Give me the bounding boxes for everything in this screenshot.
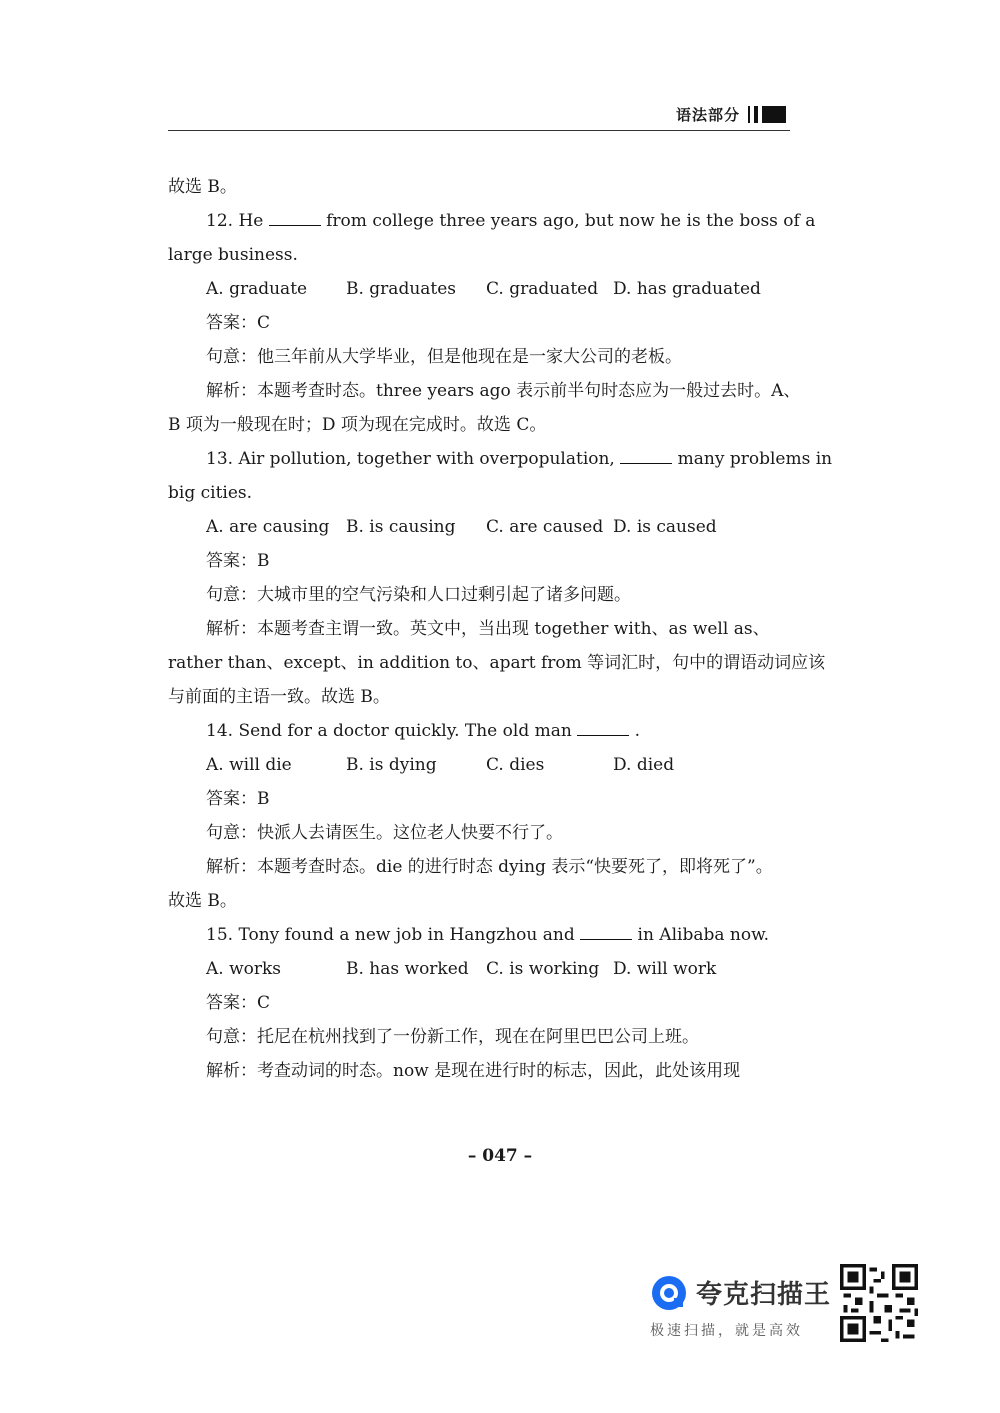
option-b: B. has worked bbox=[346, 959, 469, 979]
question-12-options bbox=[168, 272, 790, 306]
option-d: D. will work bbox=[613, 959, 717, 979]
option-d: D. died bbox=[613, 755, 675, 775]
question-13-cont: big cities. bbox=[168, 483, 253, 503]
page-number: – 047 – bbox=[467, 1146, 533, 1166]
meaning: 句意：他三年前从大学毕业，但是他现在是一家大公司的老板。 bbox=[206, 347, 682, 367]
option-c: C. dies bbox=[486, 755, 545, 775]
question-13: 13. Air pollution, together with overpopulation, many problems in bbox=[168, 442, 790, 476]
analysis: 解析：本题考查时态。three years ago 表示前半句时态应为一般过去时。A、 bbox=[206, 381, 801, 401]
watermark-slogan: 极速扫描，就是高效 bbox=[650, 1323, 803, 1339]
question-15: 15. Tony found a new job in Hangzhou and in Alibaba now. bbox=[168, 918, 790, 952]
question-12-cont: large business. bbox=[168, 245, 298, 265]
meaning: 句意：托尼在杭州找到了一份新工作，现在在阿里巴巴公司上班。 bbox=[206, 1027, 699, 1047]
option-d: D. is caused bbox=[613, 517, 717, 537]
analysis: 解析：本题考查时态。die 的进行时态 dying 表示“快要死了，即将死了”。 bbox=[206, 857, 773, 877]
option-a: A. will die bbox=[206, 755, 292, 775]
analysis: 解析：考查动词的时态。now 是现在进行时的标志，因此，此处该用现 bbox=[206, 1061, 741, 1081]
question-13-options bbox=[168, 510, 790, 544]
scanner-watermark bbox=[646, 1262, 926, 1342]
option-c: C. is working bbox=[486, 959, 600, 979]
meaning: 句意：快派人去请医生。这位老人快要不行了。 bbox=[206, 823, 563, 843]
page-content bbox=[168, 170, 833, 1088]
option-b: B. graduates bbox=[346, 279, 457, 299]
header-bar-mark bbox=[748, 106, 788, 123]
option-b: B. is dying bbox=[346, 755, 437, 775]
option-c: C. are caused bbox=[486, 517, 604, 537]
text-line: 故选 B。 bbox=[168, 177, 237, 197]
answer: 答案：B bbox=[206, 551, 270, 571]
answer-blank bbox=[620, 443, 672, 464]
analysis-cont: rather than、except、in addition to、apart from 等词汇时，句中的谓语动词应该 bbox=[168, 653, 826, 673]
option-c: C. graduated bbox=[486, 279, 599, 299]
question-14: 14. Send for a doctor quickly. The old man . bbox=[168, 714, 790, 748]
qr-code-icon bbox=[838, 1264, 920, 1342]
question-12: 12. He from college three years ago, but now he is the boss of a bbox=[168, 204, 790, 238]
answer-blank bbox=[577, 715, 629, 736]
analysis-cont: 故选 B。 bbox=[168, 891, 237, 911]
option-a: A. are causing bbox=[206, 517, 330, 537]
quark-logo-icon bbox=[650, 1274, 688, 1312]
answer-blank bbox=[269, 205, 321, 226]
option-b: B. is causing bbox=[346, 517, 456, 537]
answer: 答案：C bbox=[206, 993, 271, 1013]
page-header bbox=[168, 100, 790, 131]
analysis-cont: B 项为一般现在时；D 项为现在完成时。故选 C。 bbox=[168, 415, 547, 435]
meaning: 句意：大城市里的空气污染和人口过剩引起了诸多问题。 bbox=[206, 585, 631, 605]
option-a: A. works bbox=[206, 959, 282, 979]
answer-blank bbox=[580, 919, 632, 940]
watermark-name: 夸克扫描王 bbox=[696, 1280, 832, 1310]
option-d: D. has graduated bbox=[613, 279, 761, 299]
option-a: A. graduate bbox=[206, 279, 308, 299]
answer: 答案：C bbox=[206, 313, 271, 333]
question-15-options bbox=[168, 952, 790, 986]
section-title: 语法部分 bbox=[675, 106, 740, 124]
question-14-options bbox=[168, 748, 790, 782]
analysis-cont: 与前面的主语一致。故选 B。 bbox=[168, 687, 390, 707]
answer: 答案：B bbox=[206, 789, 270, 809]
analysis: 解析：本题考查主谓一致。英文中，当出现 together with、as well as、 bbox=[206, 619, 770, 639]
